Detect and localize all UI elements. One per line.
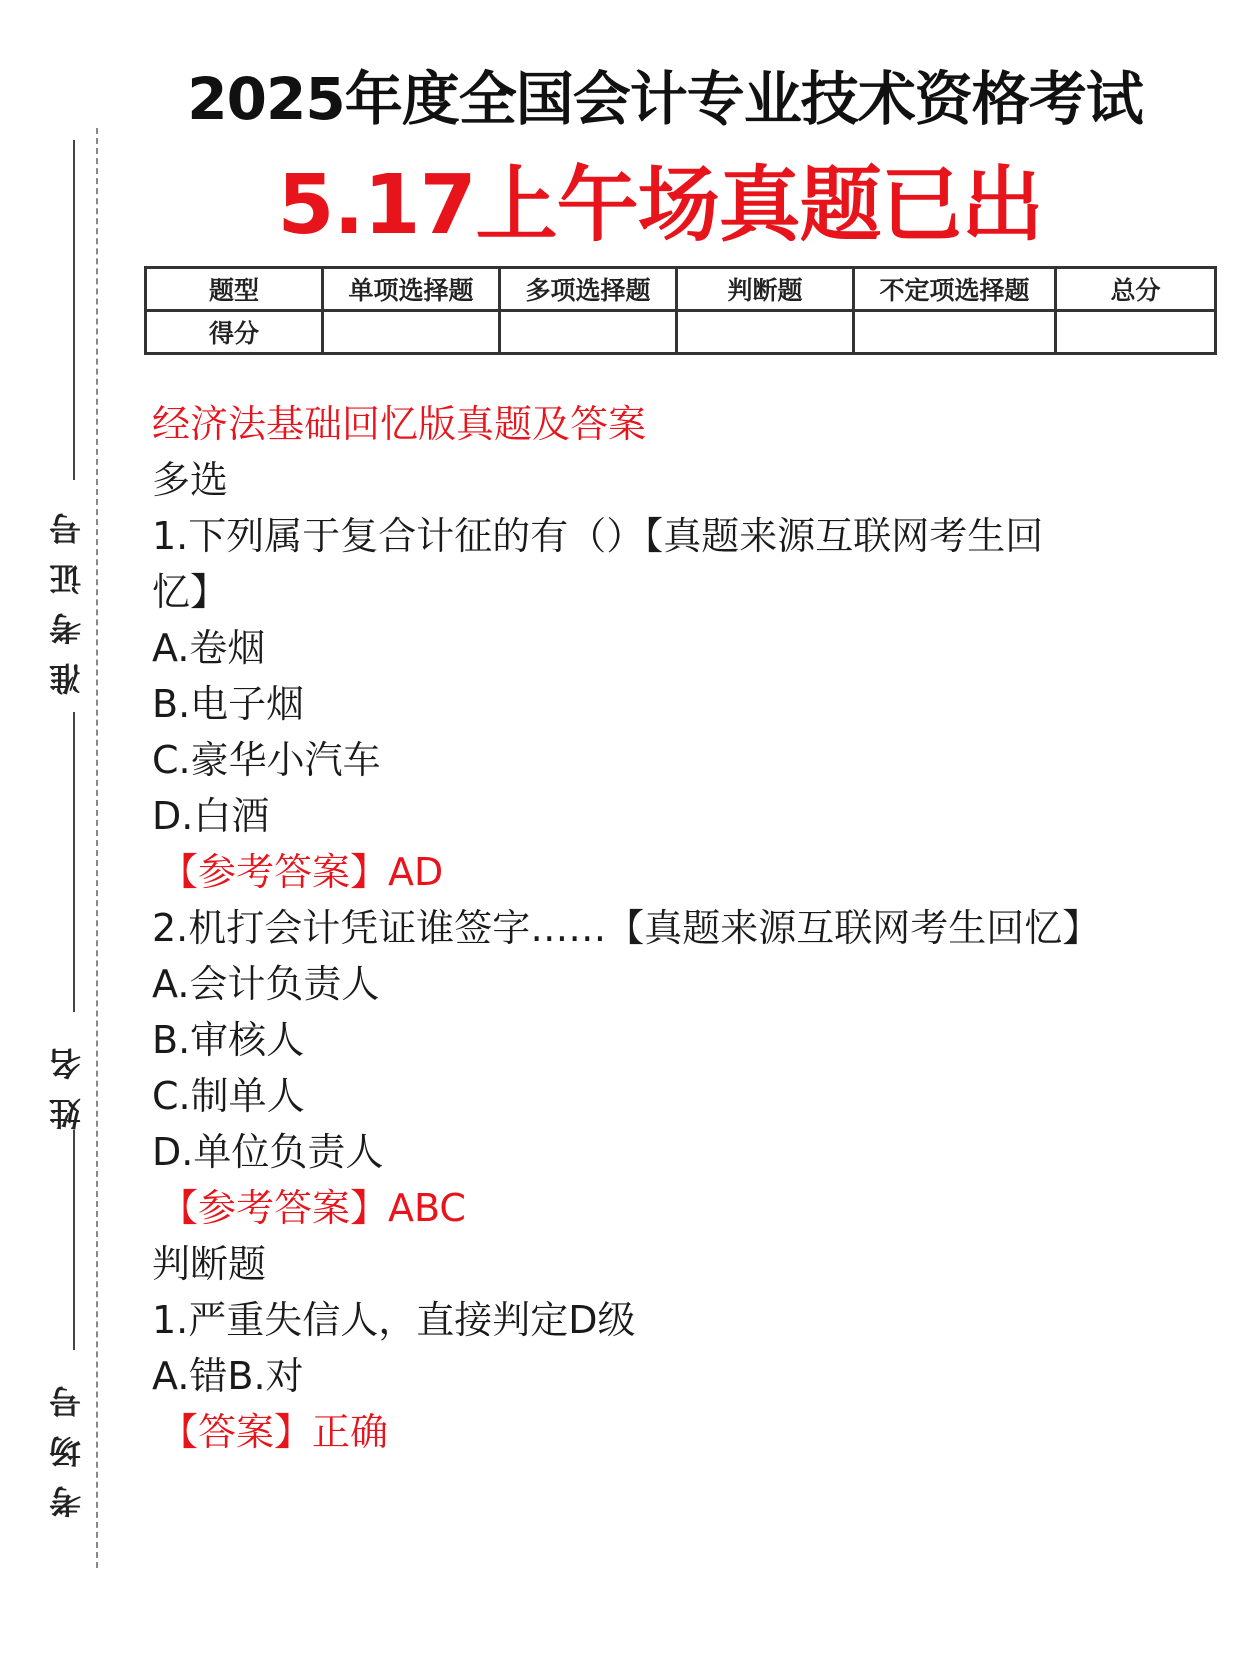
score-cell <box>854 311 1056 354</box>
option-item: C.制单人 <box>152 1074 305 1118</box>
question-stem: 1.下列属于复合计征的有（）【真题来源互联网考生回 <box>152 514 1044 558</box>
score-cell <box>323 311 500 354</box>
option-item: D.白酒 <box>152 794 270 838</box>
score-cell <box>1056 311 1216 354</box>
admission-number-blank <box>73 140 75 480</box>
multi-choice-label: 多选 <box>152 458 229 502</box>
option-item: C.豪华小汽车 <box>152 738 381 782</box>
reference-answer: 【参考答案】AD <box>160 850 444 894</box>
table-header-cell: 判断题 <box>677 268 854 311</box>
score-table <box>144 266 1217 355</box>
section-title: 经济法基础回忆版真题及答案 <box>152 402 647 446</box>
name-blank <box>73 712 75 1012</box>
table-header-cell: 总分 <box>1056 268 1216 311</box>
page-title: 2025年度全国会计专业技术资格考试 <box>187 65 1143 133</box>
option-item: A.卷烟 <box>152 626 266 670</box>
reference-answer: 【参考答案】ABC <box>160 1186 466 1230</box>
question-content <box>152 396 1172 1460</box>
option-item: A.会计负责人 <box>152 962 380 1006</box>
option-item: D.单位负责人 <box>152 1130 384 1174</box>
judge-section-label: 判断题 <box>152 1242 267 1286</box>
page-subtitle: 5.17上午场真题已出 <box>277 158 1043 253</box>
option-item: B.审核人 <box>152 1018 305 1062</box>
option-item: B.电子烟 <box>152 682 305 726</box>
score-cell <box>677 311 854 354</box>
admission-number-label: 准考证号 <box>48 495 86 695</box>
exam-room-label: 考场号 <box>48 1368 86 1518</box>
table-row-label: 得分 <box>146 311 323 354</box>
table-header-cell: 单项选择题 <box>323 268 500 311</box>
exam-room-blank <box>73 1130 75 1350</box>
score-table-header-row <box>146 268 1216 311</box>
score-cell <box>500 311 677 354</box>
option-item: A.错B.对 <box>152 1354 304 1398</box>
table-header-cell: 多项选择题 <box>500 268 677 311</box>
reference-answer: 【答案】正确 <box>160 1410 389 1454</box>
score-table-score-row <box>146 311 1216 354</box>
question-stem: 2.机打会计凭证谁签字……【真题来源互联网考生回忆】 <box>152 906 1101 950</box>
table-header-cell: 题型 <box>146 268 323 311</box>
table-header-cell: 不定项选择题 <box>854 268 1056 311</box>
binding-dashed-line <box>96 128 98 1568</box>
name-label: 姓名 <box>48 1030 86 1130</box>
question-stem: 1.严重失信人，直接判定D级 <box>152 1298 636 1342</box>
question-stem-continued: 忆】 <box>152 570 229 614</box>
